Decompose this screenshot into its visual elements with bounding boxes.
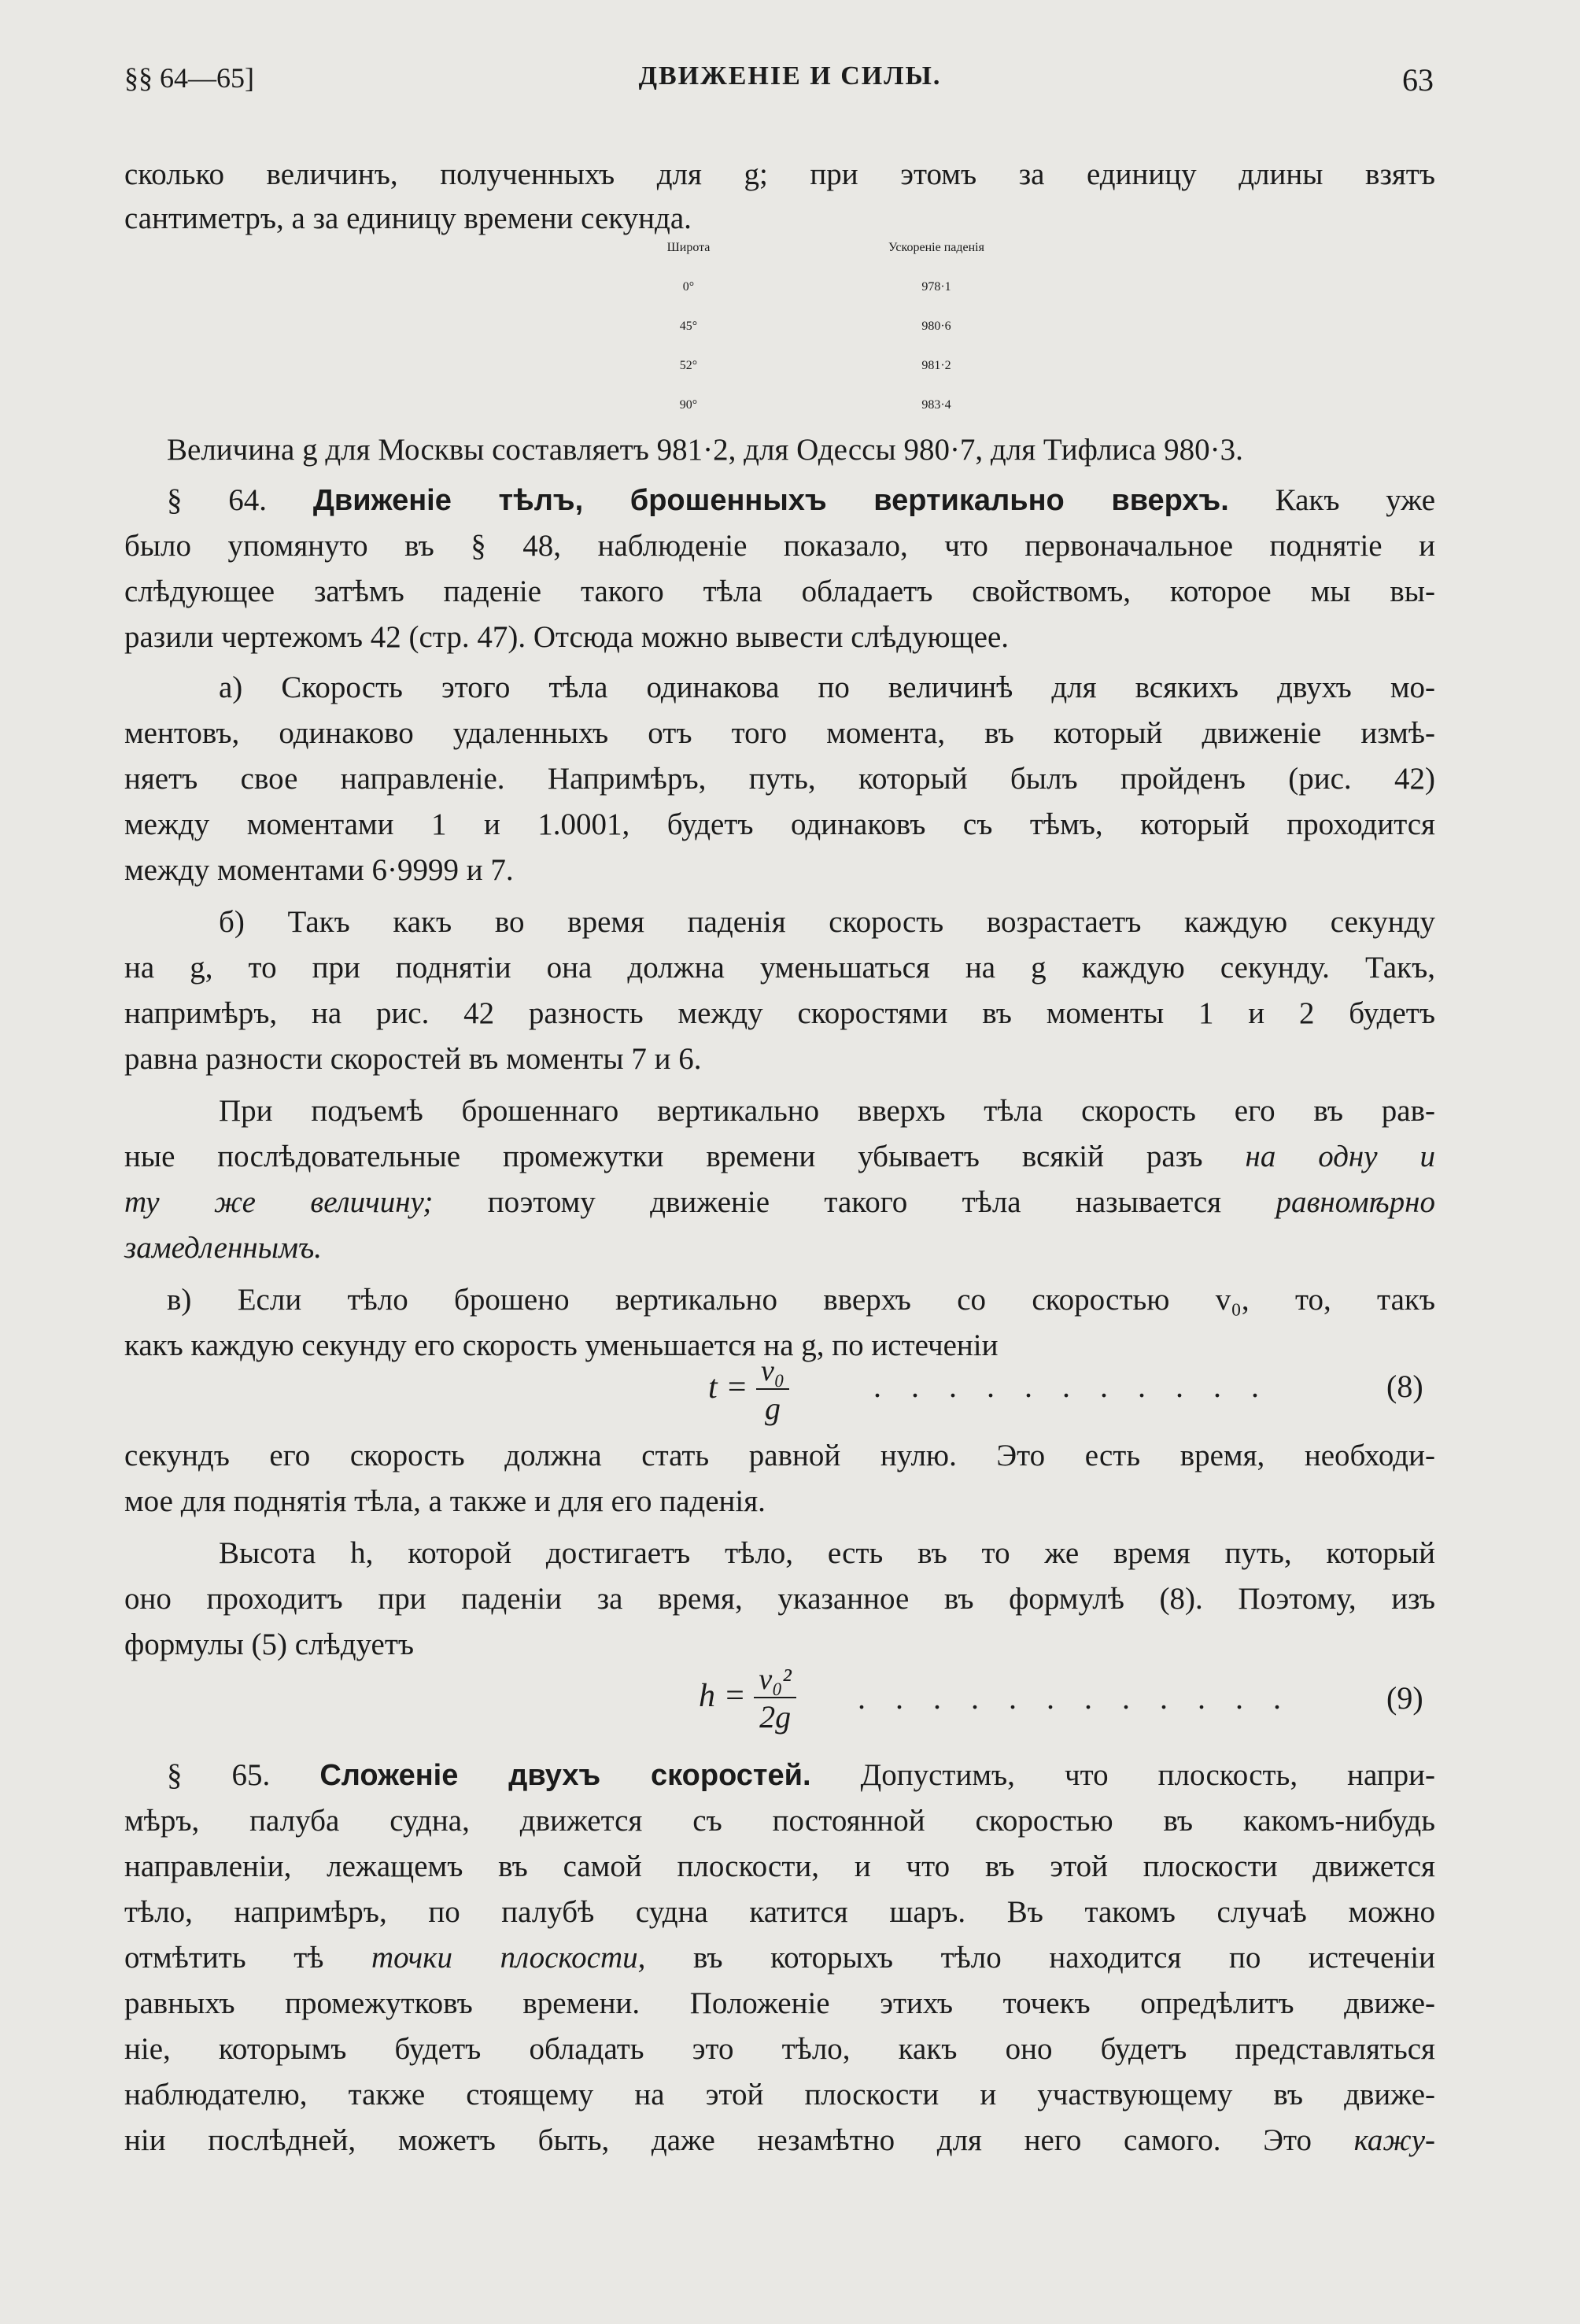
text-line bbox=[124, 1184, 1435, 1221]
text-line: ментовъ, одинаково удаленныхъ отъ того момента, въ который движенiе измѣ- bbox=[124, 716, 1435, 750]
text-fragment: въ которыхъ тѣло находится по истеченiи bbox=[692, 1941, 1435, 1975]
text-line: равныхъ промежутковъ времени. Положенiе этихъ точекъ опредѣлитъ движе- bbox=[124, 1986, 1435, 2020]
text-line: Высота h, которой достигаетъ тѣло, есть въ то же время путь, который bbox=[219, 1536, 1435, 1570]
text-line: а) Скорость этого тѣла одинакова по величинѣ для всякихъ двухъ мо- bbox=[219, 671, 1435, 704]
italic-fragment: ту же величину; bbox=[124, 1185, 434, 1219]
table-cell: 980·6 bbox=[921, 320, 951, 333]
text-line: сколько величинъ, полученныхъ для g; при этомъ за единицу длины взятъ bbox=[124, 157, 1435, 191]
text-line bbox=[124, 1229, 1435, 1267]
text-line: мѣръ, палуба судна, движется съ постояннoй скоростью въ какомъ-нибудь bbox=[124, 1804, 1435, 1838]
table-cell: 0° bbox=[682, 280, 695, 294]
text-line: в) Если тѣло брошено вертикально вверхъ со скоростью v₀, то, такъ bbox=[167, 1283, 1435, 1317]
text-line: формулы (5) слѣдуетъ bbox=[124, 1628, 415, 1661]
table-cell: 981·2 bbox=[921, 359, 951, 372]
equation-numerator: v₀² bbox=[754, 1662, 796, 1698]
italic-fragment: равномѣрно bbox=[1275, 1185, 1435, 1219]
italic-fragment: точки плоскости, bbox=[371, 1941, 646, 1975]
text-fragment: Какъ уже bbox=[1275, 483, 1436, 517]
text-line: б) Такъ какъ во время паденiя скорость возрастаетъ каждую секунду bbox=[219, 905, 1435, 939]
section-title: Движенiе тѣлъ, брошенныхъ вертикально вверхъ. bbox=[312, 484, 1229, 517]
italic-fragment: замедленнымъ. bbox=[124, 1231, 322, 1265]
equation-denominator: g bbox=[765, 1391, 781, 1426]
text-line: секундъ его скорость должна стать равной нулю. Это есть время, необходи- bbox=[124, 1439, 1435, 1472]
equation-9 bbox=[699, 1662, 796, 1735]
text-line: направленiи, лежащемъ въ самой плоскости, и что въ этой плоскости движется bbox=[124, 1849, 1435, 1883]
equation-lhs: t = bbox=[708, 1369, 748, 1406]
equation-fraction bbox=[754, 1662, 796, 1735]
text-line: оно проходитъ при паденiи за время, указанное въ формулѣ (8). Поэтому, изъ bbox=[124, 1582, 1435, 1616]
text-line: разили чертежомъ 42 (стр. 47). Отсюда можно вывести слѣдующее. bbox=[124, 620, 1010, 654]
text-line bbox=[124, 1939, 1435, 1977]
text-line: наблюдателю, также стоящему на этой плоскости и участвующему въ движе- bbox=[124, 2078, 1435, 2112]
text-line: на g, то при поднятiи она должна уменьшаться на g каждую секунду. Такъ, bbox=[124, 951, 1435, 985]
text-line bbox=[124, 1138, 1435, 1176]
italic-fragment: кажу- bbox=[1353, 2123, 1435, 2157]
text-line: какъ каждую секунду его скорость уменьшается на g, по истеченiи bbox=[124, 1328, 999, 1362]
header-title: ДВИЖЕНIЕ И СИЛЫ. bbox=[638, 61, 942, 91]
equation-fraction bbox=[756, 1354, 789, 1427]
text-line: тѣло, напримѣръ, по палубѣ судна катится шаръ. Въ такомъ случаѣ можно bbox=[124, 1895, 1435, 1929]
header-section-ref: §§ 64—65] bbox=[124, 62, 254, 94]
equation-number: (9) bbox=[1386, 1680, 1423, 1716]
text-line: няетъ свое направленiе. Напримѣръ, путь, который былъ пройденъ (рис. 42) bbox=[124, 762, 1435, 796]
text-line: нiе, которымъ будетъ обладать это тѣло, какъ оно будетъ представляться bbox=[124, 2032, 1435, 2066]
table-cell: 45° bbox=[679, 320, 698, 333]
equation-denominator: 2g bbox=[759, 1699, 792, 1735]
text-fragment: поэтому движенiе такого тѣла называется bbox=[487, 1185, 1222, 1219]
section-number: § 64. bbox=[167, 483, 268, 517]
table-header: Ускоренiе паденiя bbox=[888, 241, 984, 254]
section-number: § 65. bbox=[167, 1758, 271, 1792]
text-line: При подъемѣ брошеннаго вертикально вверхъ тѣла скорость его въ рав- bbox=[219, 1094, 1435, 1128]
text-fragment: Допустимъ, что плоскость, напри- bbox=[860, 1758, 1436, 1792]
leader-dots: . . . . . . . . . . . . bbox=[858, 1680, 1292, 1716]
italic-fragment: на одну и bbox=[1245, 1140, 1435, 1173]
text-line: напримѣръ, на рис. 42 разность между скоростями въ моменты 1 и 2 будетъ bbox=[124, 996, 1435, 1030]
text-line bbox=[124, 2122, 1435, 2160]
equation-8 bbox=[708, 1354, 789, 1427]
text-line: было упомянуто въ § 48, наблюденiе показало, что первоначальное поднятiе и bbox=[124, 529, 1435, 563]
equation-number: (8) bbox=[1386, 1369, 1423, 1404]
table-cell: 983·4 bbox=[921, 398, 951, 412]
text-line: слѣдующее затѣмъ паденiе такого тѣла обладаетъ свойствомъ, которое мы вы- bbox=[124, 575, 1435, 608]
section-title: Сложенiе двухъ скоростей. bbox=[319, 1759, 811, 1792]
leader-dots: . . . . . . . . . . . bbox=[873, 1369, 1270, 1404]
text-fragment: нiи послѣдней, можетъ быть, даже незамѣтно для него самого. Это bbox=[124, 2123, 1312, 2157]
equation-lhs: h = bbox=[699, 1678, 746, 1715]
cities-line: Величина g для Москвы составляетъ 981·2, для Одессы 980·7, для Тифлиса 980·3. bbox=[167, 433, 1243, 467]
section-heading-line bbox=[167, 482, 1435, 519]
text-fragment: ные послѣдовательные промежутки времени убываетъ всякiй разъ bbox=[124, 1140, 1203, 1173]
text-line: мое для поднятiя тѣла, а также и для его паденiя. bbox=[124, 1484, 766, 1518]
text-line: равна разности скоростей въ моменты 7 и 6. bbox=[124, 1042, 702, 1076]
text-line: между моментами 6·9999 и 7. bbox=[124, 853, 514, 887]
equation-numerator: v₀ bbox=[756, 1354, 789, 1390]
table-cell: 52° bbox=[679, 359, 698, 372]
table-cell: 978·1 bbox=[921, 280, 951, 294]
table-cell: 90° bbox=[679, 398, 698, 412]
text-line: между моментами 1 и 1.0001, будетъ одинаковъ съ тѣмъ, который проходится bbox=[124, 807, 1435, 841]
text-fragment: отмѣтить тѣ bbox=[124, 1941, 324, 1975]
page-number: 63 bbox=[1402, 62, 1434, 98]
section-heading-line bbox=[167, 1757, 1435, 1794]
table-header: Широта bbox=[666, 241, 711, 254]
text-line: сантиметръ, а за единицу времени секунда. bbox=[124, 201, 692, 235]
